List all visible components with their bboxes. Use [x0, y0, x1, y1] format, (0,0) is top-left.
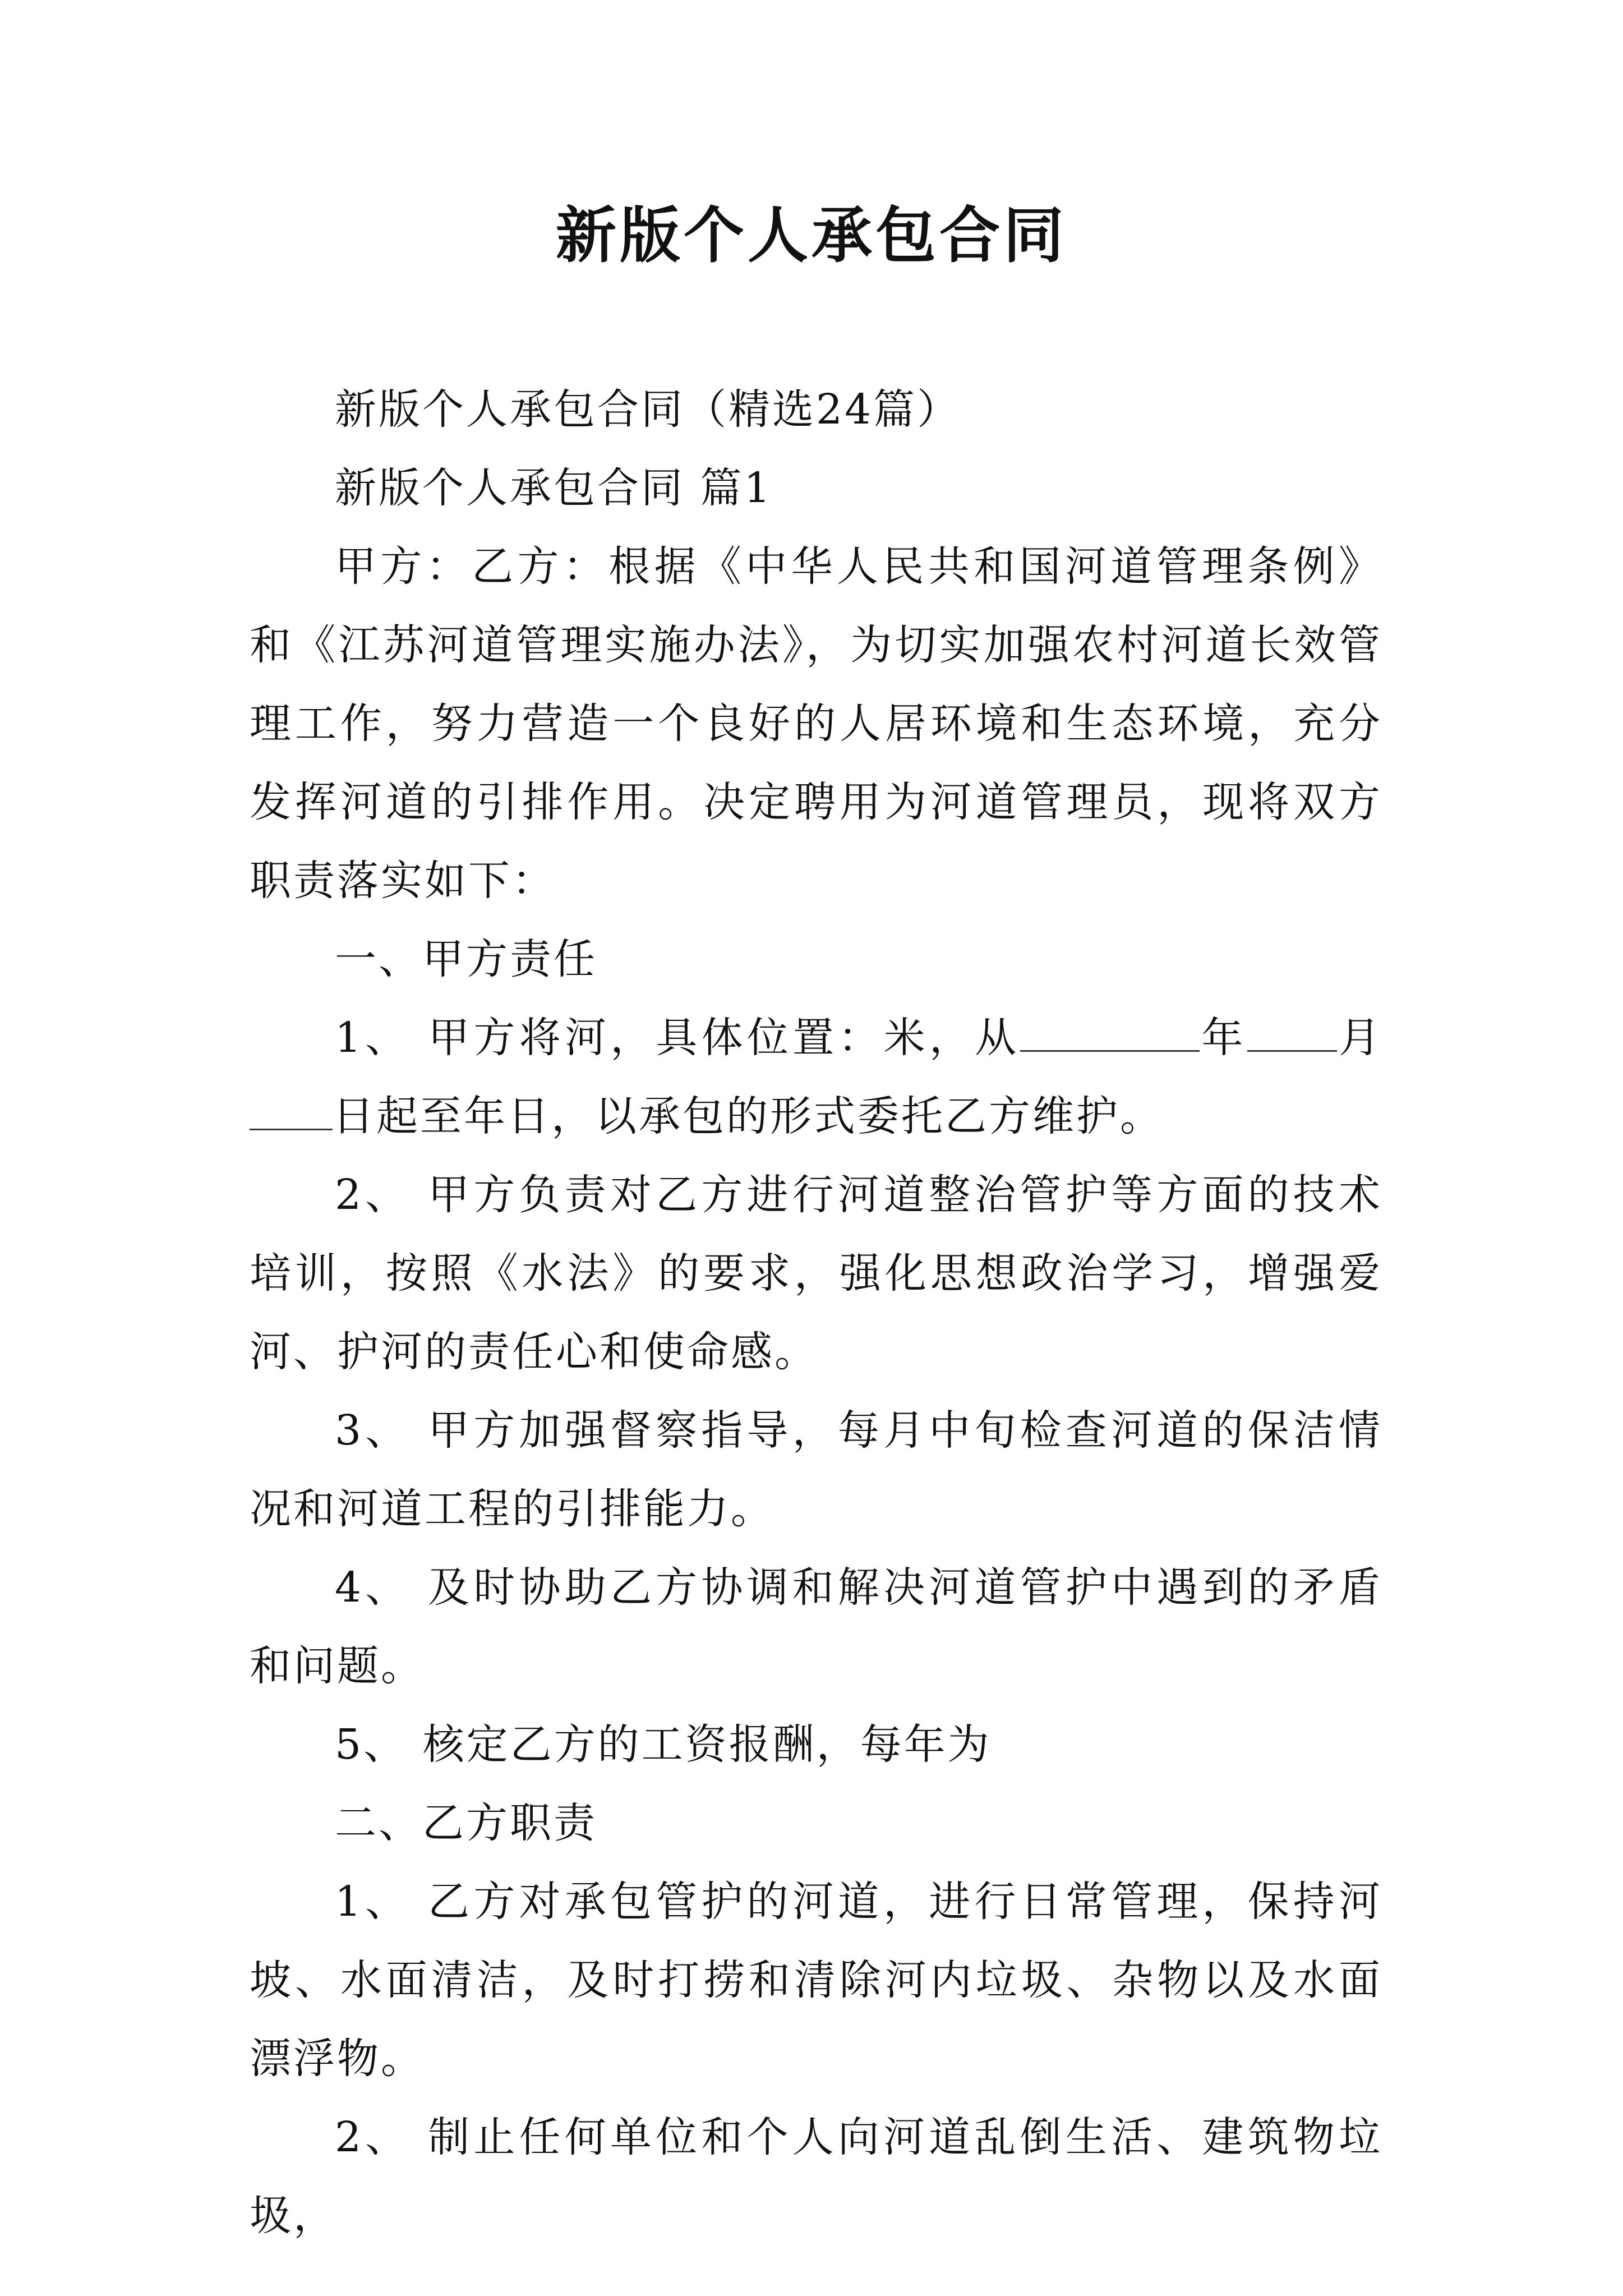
blank-line [1020, 1016, 1200, 1052]
item-1-text-end: 日起至年日，以承包的形式委托乙方维护。 [333, 1092, 1164, 1140]
document-title: 新版个人承包合同 [555, 200, 1067, 271]
paragraph-b-item-1: 1、 乙方对承包管护的河道，进行日常管理，保持河坡、水面清洁，及时打捞和清除河内垃圾、杂物以及水面漂浮物。 [250, 1878, 1382, 2083]
document-body [250, 370, 1382, 2255]
paragraph-a-item-5: 5、 核定乙方的工资报酬，每年为 [335, 1720, 992, 1769]
paragraph-a-item-3: 3、 甲方加强督察指导，每月中旬检查河道的保洁情况和河道工程的引排能力。 [250, 1406, 1382, 1533]
item-1-month-label: 月 [1336, 1014, 1383, 1062]
paragraph-b-item-2: 2、 制止任何单位和个人向河道乱倒生活、建筑物垃圾， [250, 2113, 1382, 2240]
paragraph-section-head: 新版个人承包合同 篇1 [335, 464, 773, 512]
heading-party-b-duties: 二、乙方职责 [335, 1799, 597, 1847]
paragraph-a-item-4: 4、 及时协助乙方协调和解决河道管护中遇到的矛盾和问题。 [250, 1563, 1382, 1690]
item-1-year-label: 年 [1200, 1014, 1247, 1062]
blank-line [250, 1095, 333, 1130]
paragraph-a-item-1 [250, 999, 1382, 1156]
item-1-text-start: 1、 甲方将河，具体位置：米，从 [335, 1014, 1021, 1062]
paragraph-a-item-2: 2、 甲方负责对乙方进行河道整治管护等方面的技术培训，按照《水法》的要求，强化思想政治学习，增强爱河、护河的责任心和使命感。 [250, 1171, 1382, 1376]
heading-party-a-responsibilities: 一、甲方责任 [335, 935, 597, 983]
paragraph-subtitle: 新版个人承包合同（精选24篇） [335, 385, 961, 434]
blank-line [1247, 1016, 1337, 1052]
paragraph-intro: 甲方：乙方：根据《中华人民共和国河道管理条例》和《江苏河道管理实施办法》，为切实加强农村河道长效管理工作，努力营造一个良好的人居环境和生态环境，充分发挥河道的引排作用。决定聘用为河道管理员，现将双方职责落实如下： [250, 542, 1382, 905]
